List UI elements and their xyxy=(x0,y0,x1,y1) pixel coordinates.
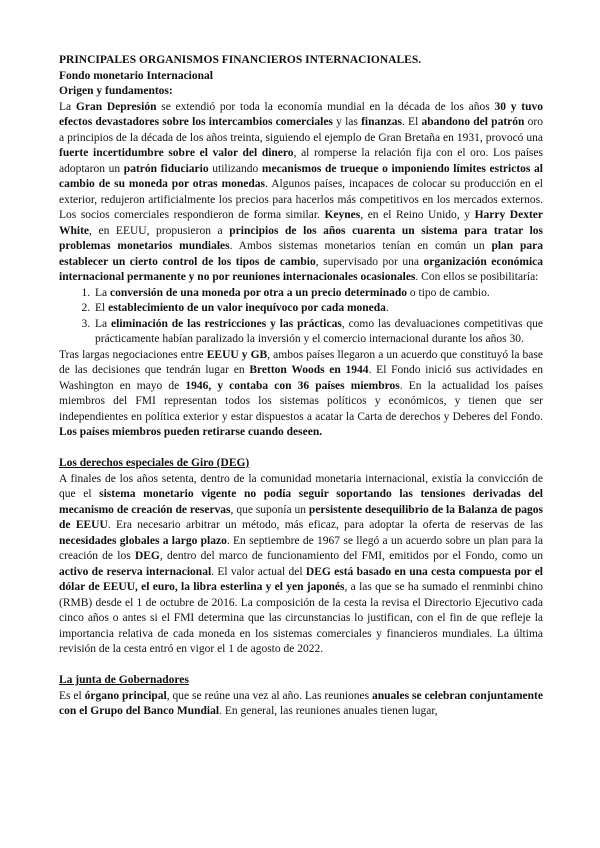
paragraph-junta xyxy=(59,689,543,720)
bold-text: plan para establecer un cierto control de los tipos de cambio xyxy=(59,240,543,268)
text: . En general, las reuniones anuales tienen lugar, xyxy=(219,705,438,717)
text: La xyxy=(59,100,76,113)
text: A finales de los años setenta, dentro de la comunidad monetaria internacional, existía la convicción de que el xyxy=(59,472,543,500)
text: . El valor actual del xyxy=(211,565,306,578)
document-title: PRINCIPALES ORGANISMOS FINANCIEROS INTERNACIONALES. xyxy=(59,54,422,66)
text: Es el xyxy=(59,689,85,702)
text: Tras largas negociaciones entre xyxy=(59,348,207,361)
text: se extendió por toda la economía mundial en la década de los años xyxy=(156,100,495,113)
text: La xyxy=(95,317,112,330)
section-heading-junta: La junta de Gobernadores xyxy=(59,674,189,686)
text: utilizando xyxy=(208,162,262,175)
bold-text: activo de reserva internacional xyxy=(59,565,212,578)
text: o tipo de cambio. xyxy=(407,286,490,299)
bold-text: fuerte incertidumbre sobre el valor del dinero xyxy=(59,147,294,159)
bold-text: 1946, y contaba con 36 países miembros xyxy=(185,379,400,392)
bold-text: patrón fiduciario xyxy=(123,162,209,175)
text: El xyxy=(95,302,109,314)
bold-text: abandono del patrón xyxy=(421,116,525,128)
paragraph-bretton-woods xyxy=(59,348,543,441)
text: . xyxy=(385,302,389,314)
document-subtitle: Fondo monetario Internacional xyxy=(59,69,213,82)
bold-text: DEG está basado en una cesta compuesta por el dólar de EEUU, el euro, la libra esterlina y el yen japonés xyxy=(59,565,543,593)
text: , que se reúne una vez al año. Las reuniones xyxy=(166,689,373,702)
text: , en EEUU, propusieron a xyxy=(89,224,230,237)
text: . En la actualidad los países miembros del FMI representan todos los sistemas políticos y económicos, y tienen que ser independientes en política exterior y estar dispuestos a acatar la Carta de derechos y Deberes del Fondo. xyxy=(59,379,543,423)
text: , a las que se ha sumado el renminbi chino (RMB) desde el 1 de octubre de 2016. La composición de la cesta la revisa el Directorio Ejecutivo cada cinco años o antes si el FMI determina que las circunstancias lo justifican, con el fin de que refleje la importancia relativa de cada moneda en los sistemas comerciales y financieros mundiales. La última revisión de la cesta entró en vigor el 1 de agosto de 2022. xyxy=(59,581,544,655)
bold-text: sistema monetario vigente no podía seguir soportando las tensiones derivadas del mecanismo de creación de reservas xyxy=(59,488,543,516)
bold-text: persistente desequilibrio de la Balanza de pagos de EEUU xyxy=(59,503,543,531)
text: . Ambos sistemas monetarios tenían en común un xyxy=(229,240,492,252)
bold-text: mecanismos de trueque o imponiendo límites estrictos al cambio de su moneda por otras monedas xyxy=(59,162,543,190)
bold-text: órgano principal xyxy=(84,689,167,702)
bold-text: conversión de una moneda por otra a un precio determinado xyxy=(110,286,407,299)
numbered-list xyxy=(59,286,543,348)
section-heading-deg: Los derechos especiales de Giro (DEG) xyxy=(59,457,250,469)
text: , ambos países llegaron a un acuerdo que constituyó la base de las decisiones que tendrán lugar en xyxy=(59,348,543,376)
paragraph-deg xyxy=(59,472,543,658)
text: , supervisado por una xyxy=(315,255,424,268)
bold-text: necesidades globales a largo plazo xyxy=(59,534,227,547)
text: , al romperse la relación fija con el oro. Los países adoptaron un xyxy=(59,147,543,175)
bold-text: Harry Dexter White xyxy=(59,209,544,237)
bold-text: EEUU y GB xyxy=(206,348,268,361)
bold-text: DEG xyxy=(134,550,160,562)
text: La xyxy=(95,286,111,299)
bold-text: eliminación de las restricciones y las prácticas xyxy=(111,317,342,330)
paragraph-origen xyxy=(59,100,543,286)
document-page xyxy=(59,53,543,720)
text: , en el Reino Unido, y xyxy=(360,209,475,221)
text: oro a principios de la década de los años treinta, siguiendo el ejemplo de Gran Bretaña en 1931, provocó una xyxy=(59,116,543,144)
text: . El Fondo inició sus actividades en Washington en mayo de xyxy=(59,364,543,392)
bold-text: anuales se celebran conjuntamente con el Grupo del Banco Mundial xyxy=(59,689,543,717)
bold-text: principios de los años cuarenta un sistema para tratar los problemas monetarios mundiales xyxy=(59,224,543,252)
list-item xyxy=(93,286,543,302)
bold-text: Gran Depresión xyxy=(75,100,157,113)
bold-text: organización económica internacional permanente y no por reuniones internacionales ocasionales xyxy=(59,255,543,283)
bold-text: finanzas xyxy=(361,116,402,128)
text: . Era necesario arbitrar un método, más eficaz, para adoptar la oferta de reservas de las xyxy=(107,519,543,531)
text: , dentro del marco de funcionamiento del FMI, emitidos por el Fondo, como un xyxy=(159,550,544,562)
bold-text: establecimiento de un valor inequívoco por cada moneda xyxy=(108,302,386,314)
list-item xyxy=(93,301,543,317)
bold-text: Los países miembros pueden retirarse cuando deseen. xyxy=(59,426,323,438)
section-heading-origen: Origen y fundamentos: xyxy=(59,85,173,97)
list-item xyxy=(93,317,543,348)
text: , como las devaluaciones competitivas que prácticamente habían paralizado la inversión y el comercio internacional durante los años 30. xyxy=(95,317,543,345)
text: . Con ellos se posibilitaría: xyxy=(415,271,539,283)
text: y las xyxy=(332,116,362,128)
text: . El xyxy=(401,116,422,128)
text: . En septiembre de 1967 se llegó a un acuerdo sobre un plan para la creación de los xyxy=(59,534,543,562)
bold-text: Bretton Woods en 1944 xyxy=(249,364,369,376)
text: , que suponía un xyxy=(230,503,309,516)
bold-text: 30 y tuvo efectos devastadores sobre los intercambios comerciales xyxy=(59,100,543,128)
text: . Algunos países, incapaces de colocar su producción en el exterior, redujeron artificialmente los precios para hacerlos más competitivos en los mercados externos. Los socios comerciales respondieron de forma similar. xyxy=(59,178,543,221)
bold-text: Keynes xyxy=(324,209,361,221)
